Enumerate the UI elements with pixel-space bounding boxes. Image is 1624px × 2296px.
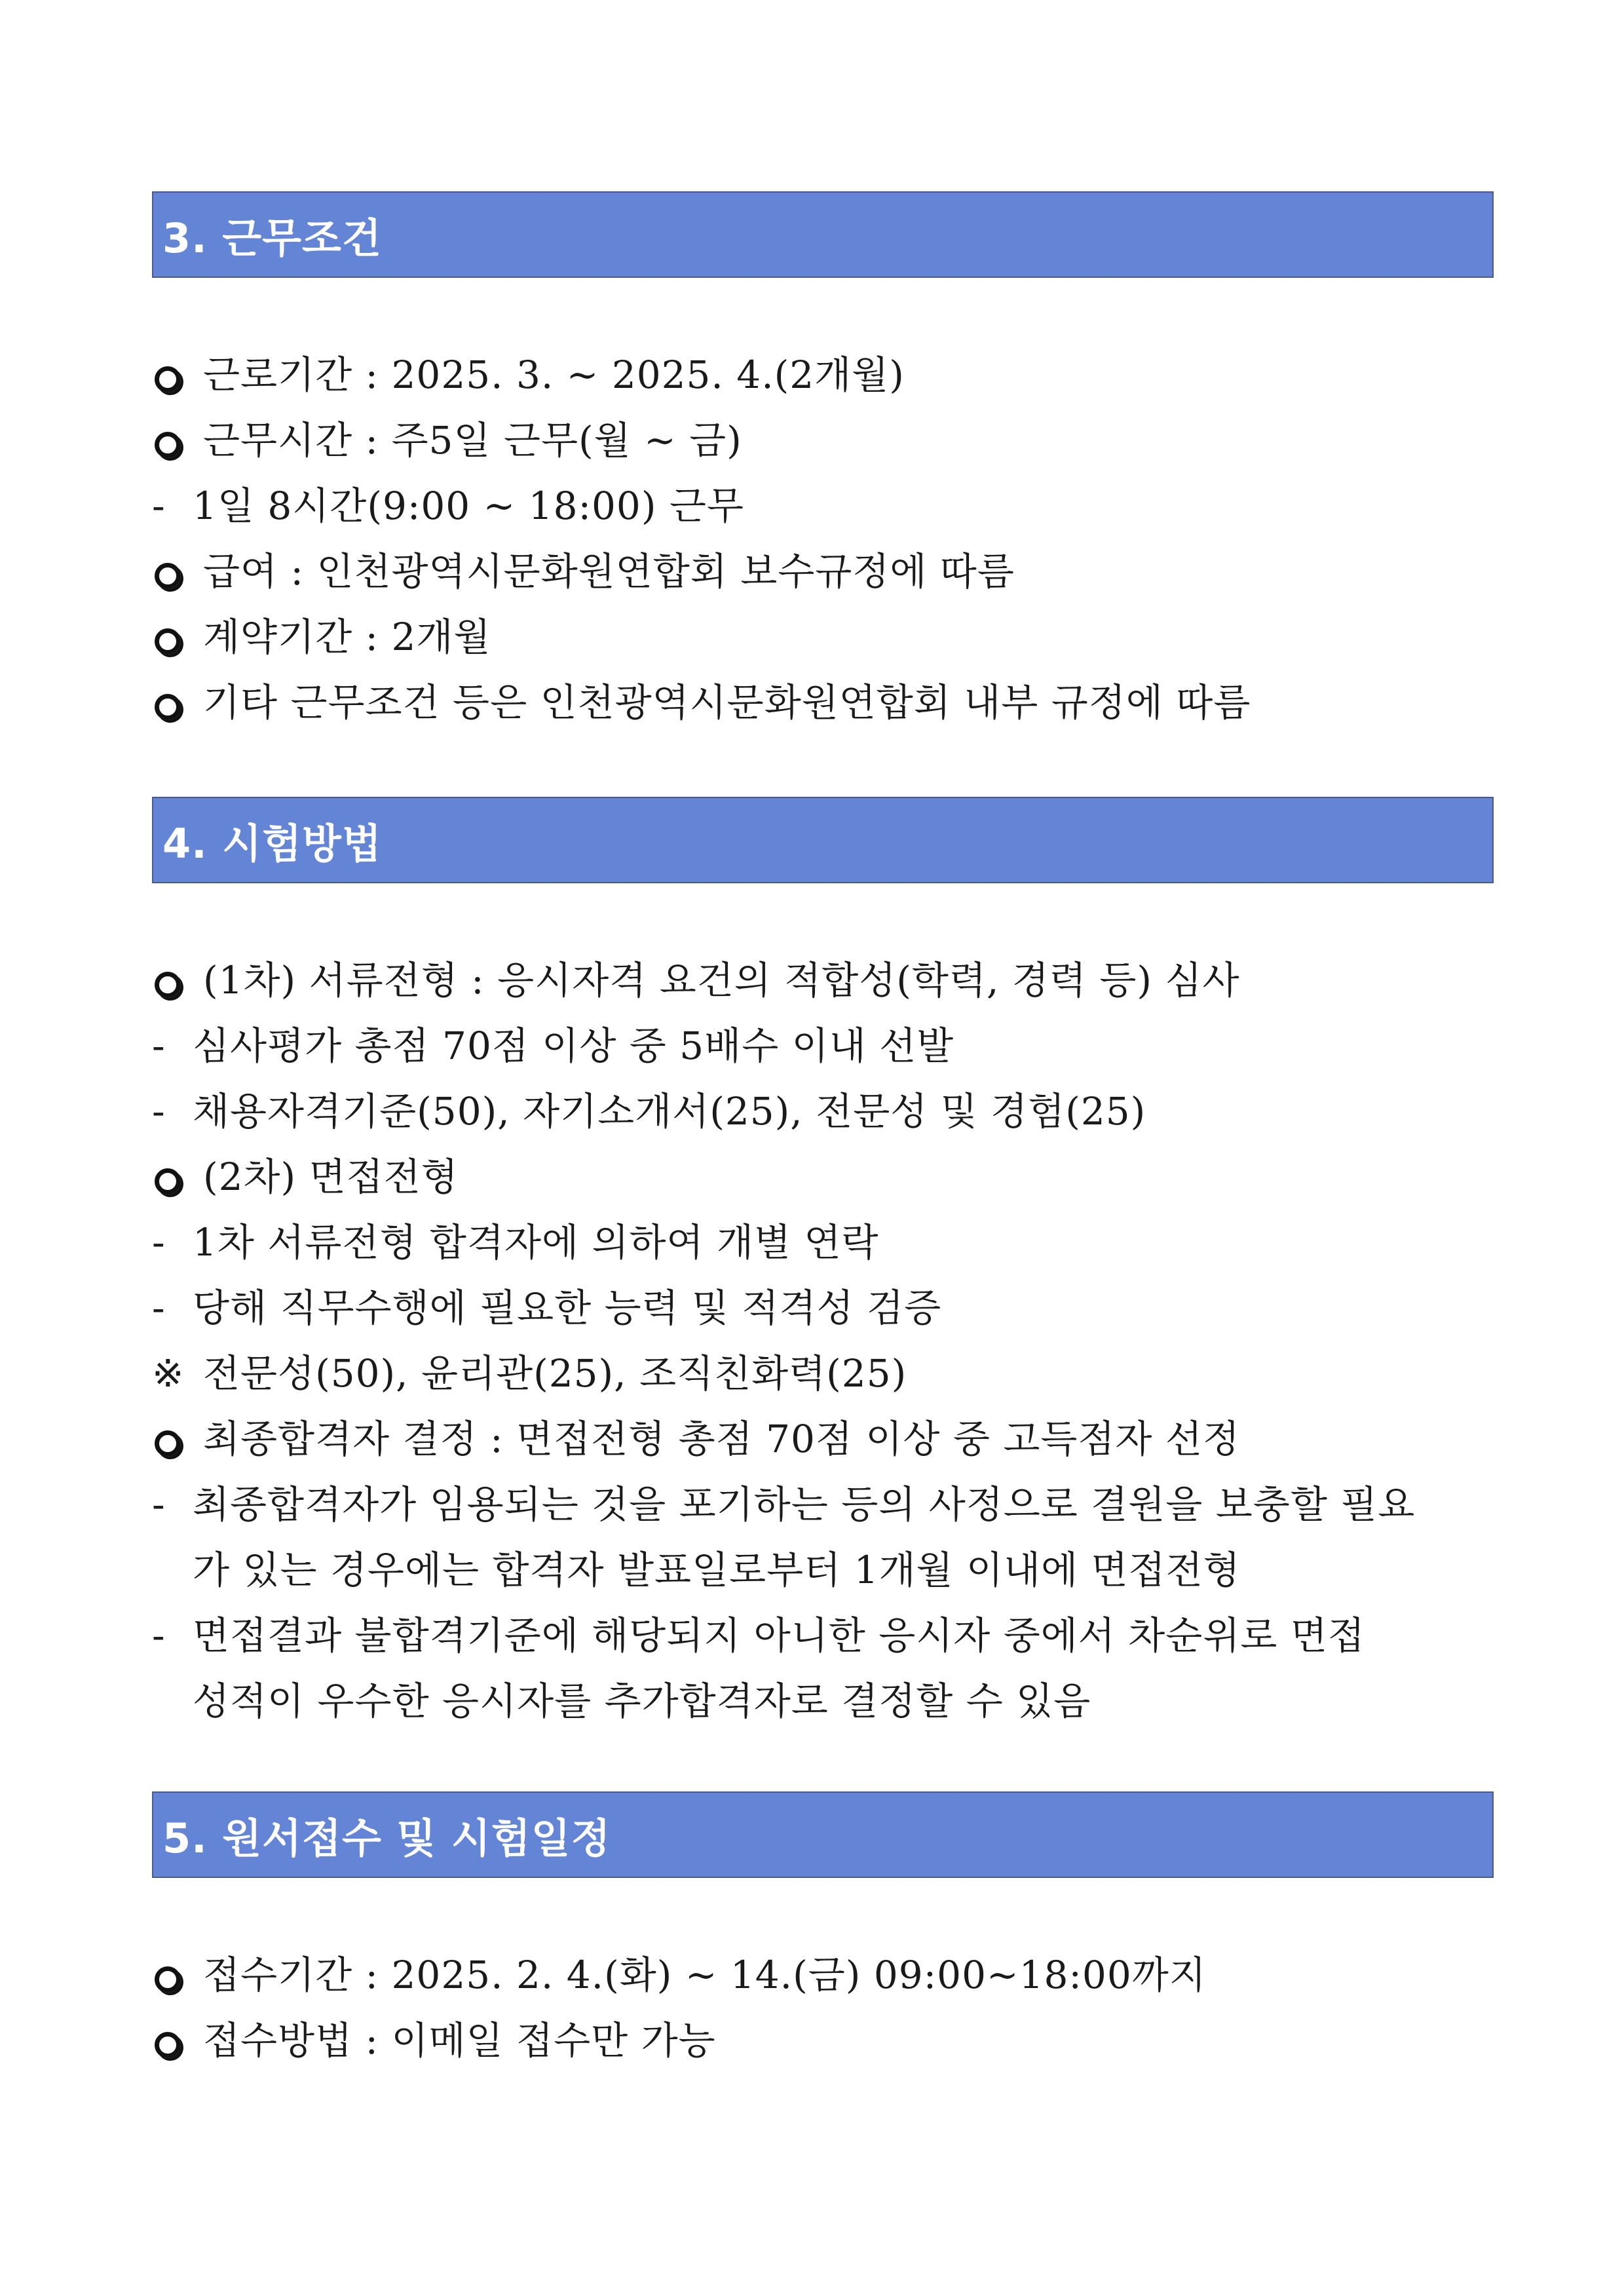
line-text: 심사평가 총점 70점 이상 중 5배수 이내 선발 <box>193 1024 954 1068</box>
circle-bullet-icon <box>152 1945 203 2010</box>
circle-bullet-icon <box>152 1409 203 1474</box>
dash-marker: - <box>152 1286 166 1330</box>
line-text: 기타 근무조건 등은 인천광역시문화원연합회 내부 규정에 따름 <box>203 680 1251 725</box>
dash-marker: - <box>152 1482 166 1527</box>
line-text: 성적이 우수한 응시자를 추가합격자로 결정할 수 있음 <box>193 1679 1091 1723</box>
dash-marker: - <box>152 1220 166 1265</box>
list-item <box>152 342 905 408</box>
list-item <box>152 1210 879 1275</box>
list-item <box>152 947 1240 1013</box>
line-text: 최종합격자가 임용되는 것을 포기하는 등의 사정으로 결원을 보충할 필요 <box>193 1482 1416 1527</box>
dash-marker: - <box>152 1024 166 1068</box>
circle-bullet-icon <box>152 1147 203 1212</box>
line-text: 1차 서류전형 합격자에 의하여 개별 연락 <box>193 1220 879 1265</box>
line-text: (1차) 서류전형 : 응시자격 요건의 적합성(학력, 경력 등) 심사 <box>203 958 1240 1003</box>
list-item-continuation <box>193 1668 1091 1734</box>
list-item <box>152 1942 1207 2008</box>
list-item <box>152 1472 1415 1537</box>
list-item <box>152 1603 1365 1668</box>
circle-bullet-icon <box>152 607 203 672</box>
section-header-3 <box>152 191 1494 278</box>
section-title: 4. 시험방법 <box>162 819 382 868</box>
list-item <box>152 1275 941 1341</box>
dash-marker: - <box>152 1089 166 1134</box>
line-text: 근무시간 : 주5일 근무(월 ~ 금) <box>203 418 742 463</box>
circle-bullet-icon <box>152 410 203 476</box>
line-text: 전문성(50), 윤리관(25), 조직친화력(25) <box>203 1351 907 1396</box>
line-text: (2차) 면접전형 <box>203 1155 459 1199</box>
line-text: 1일 8시간(9:00 ~ 18:00) 근무 <box>193 484 744 528</box>
list-item <box>152 1341 907 1406</box>
section-title: 5. 원서접수 및 시험일정 <box>162 1814 611 1862</box>
line-text: 접수방법 : 이메일 접수만 가능 <box>203 2018 716 2063</box>
line-text: 최종합격자 결정 : 면접전형 총점 70점 이상 중 고득점자 선정 <box>203 1417 1240 1461</box>
list-item-continuation <box>193 1537 1241 1603</box>
list-item <box>152 1013 954 1079</box>
list-item <box>152 408 742 473</box>
line-text: 면접결과 불합격기준에 해당되지 아니한 응시자 중에서 차순위로 면접 <box>193 1613 1365 1658</box>
section-title: 3. 근무조건 <box>162 214 382 262</box>
circle-bullet-icon <box>152 541 203 607</box>
list-item <box>152 1079 1146 1144</box>
line-text: 접수기간 : 2025. 2. 4.(화) ~ 14.(금) 09:00~18:00까지 <box>203 1953 1207 1997</box>
circle-bullet-icon <box>152 345 203 410</box>
dash-marker: - <box>152 1613 166 1658</box>
section-header-4 <box>152 797 1494 883</box>
dash-marker: - <box>152 484 166 528</box>
list-item <box>152 1406 1240 1472</box>
line-text: 급여 : 인천광역시문화원연합회 보수규정에 따름 <box>203 549 1015 594</box>
list-item <box>152 2008 716 2073</box>
circle-bullet-icon <box>152 950 203 1016</box>
reference-mark: ※ <box>152 1351 185 1396</box>
line-text: 근로기간 : 2025. 3. ~ 2025. 4.(2개월) <box>203 353 905 397</box>
circle-bullet-icon <box>152 2010 203 2076</box>
line-text: 가 있는 경우에는 합격자 발표일로부터 1개월 이내에 면접전형 <box>193 1548 1241 1592</box>
line-text: 당해 직무수행에 필요한 능력 및 적격성 검증 <box>193 1286 942 1330</box>
list-item <box>152 1144 459 1210</box>
line-text: 채용자격기준(50), 자기소개서(25), 전문성 및 경험(25) <box>193 1089 1146 1134</box>
circle-bullet-icon <box>152 672 203 738</box>
line-text: 계약기간 : 2개월 <box>203 615 491 659</box>
list-item <box>152 604 491 670</box>
section-header-5 <box>152 1791 1494 1878</box>
list-item <box>152 473 744 539</box>
list-item <box>152 670 1251 735</box>
list-item <box>152 539 1015 604</box>
